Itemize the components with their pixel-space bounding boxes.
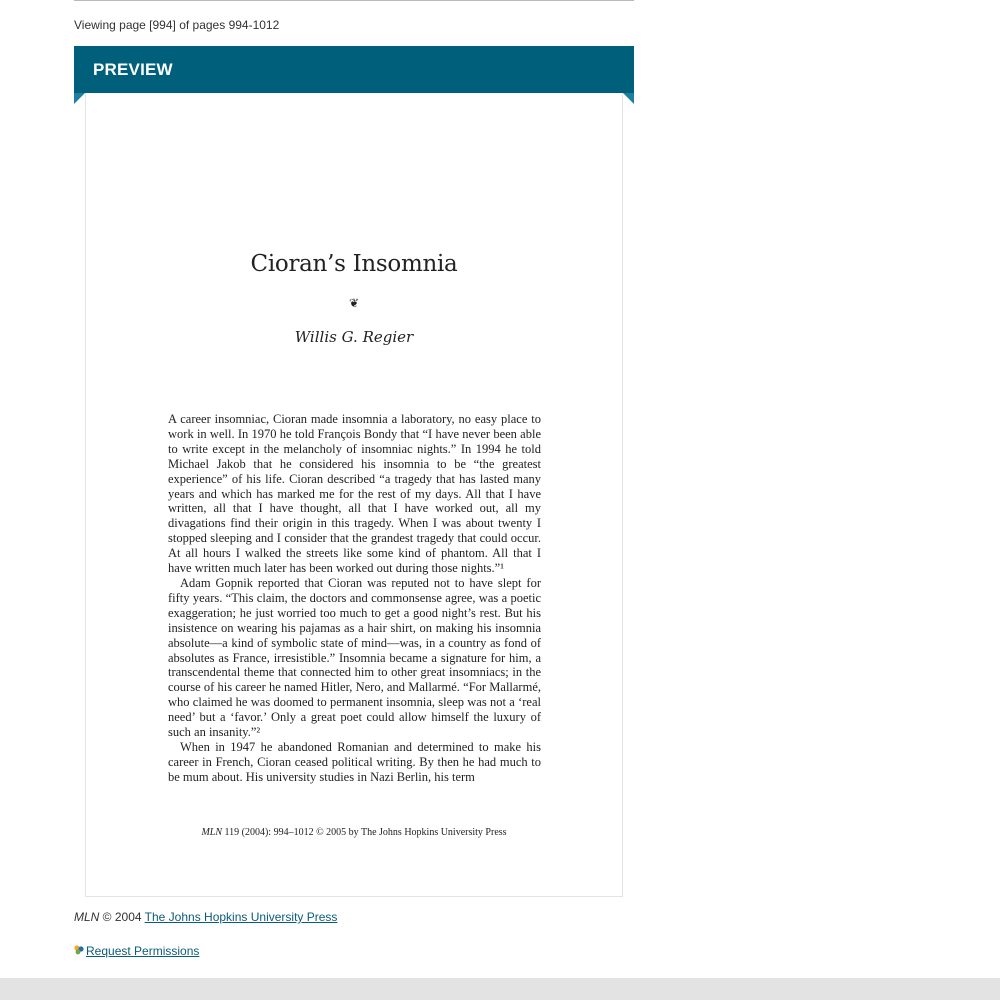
request-permissions-link[interactable]: Request Permissions [86,944,200,958]
article-body [168,412,541,785]
paragraph: Adam Gopnik reported that Cioran was reputed not to have slept for fifty years. “This claim, the doctors and commonsense agree, was a poetic exaggeration; he just worried too much to get a good night’s rest. But his insistence on wearing his pajamas as a hair shirt, on making his insomnia absolute—a kind of symbolic state of mind—was, in a country as fond of absolutes as France, irresistible.” Insomnia became a signature for him, a transcendental theme that connected him to other great insomniacs; in the course of his career he named Hitler, Nero, and Mallarmé. “For Mallarmé, who claimed he was doomed to permanent insomnia, sleep was not a ‘real need’ but a ‘favor.’ Only a great poet could allow himself the luxury of such an insanity.”² [168,575,541,740]
preview-title: PREVIEW [93,59,173,79]
banner-fold-left [74,93,85,104]
banner-fold-right [623,93,634,104]
journal-abbrev: MLN [201,827,222,838]
citation-text: 119 (2004): 994–1012 © 2005 by The Johns Hopkins University Press [222,827,507,838]
document-page-preview [85,93,623,897]
paragraph: When in 1947 he abandoned Romanian and determined to make his career in French, Cioran ceased political writing. By then he had much to be mum about. His university studies in Nazi Berlin, his term [168,739,541,784]
journal-name: MLN [74,910,100,924]
request-permissions-row[interactable] [74,944,199,958]
top-divider [74,0,634,1]
article-title: Cioran’s Insomnia [250,251,458,277]
permissions-icon [74,944,84,954]
copyright-line [74,910,337,924]
copyright-text: © 2004 [99,910,145,924]
page-status-text: Viewing page [994] of pages 994-1012 [74,18,280,32]
bottom-bar [0,978,1000,1000]
article-author: Willis G. Regier [294,328,414,346]
publisher-link[interactable]: The Johns Hopkins University Press [144,910,338,924]
paragraph: A career insomniac, Cioran made insomnia a laboratory, no easy place to work in well. In 1970 he told François Bondy that “I have never been able to write except in the melancholy of insomniac nights.” In 1994 he told Michael Jakob that he considered his insomnia to be “the greatest experience” of his life. Cioran described “a tragedy that has lasted many years and which has marked me for the rest of my days. All that I have written, all that I have thought, all that I have worked out, all my divagations find their origin in this tragedy. When I was about twenty I stopped sleeping and I consider that the grandest tragedy that could occur. At all hours I walked the streets like some kind of phantom. All that I have written much later has been worked out during those nights.”¹ [168,412,541,576]
preview-banner [74,46,634,93]
ornament-icon: ❦ [348,296,360,310]
page-footer-citation [86,827,622,838]
